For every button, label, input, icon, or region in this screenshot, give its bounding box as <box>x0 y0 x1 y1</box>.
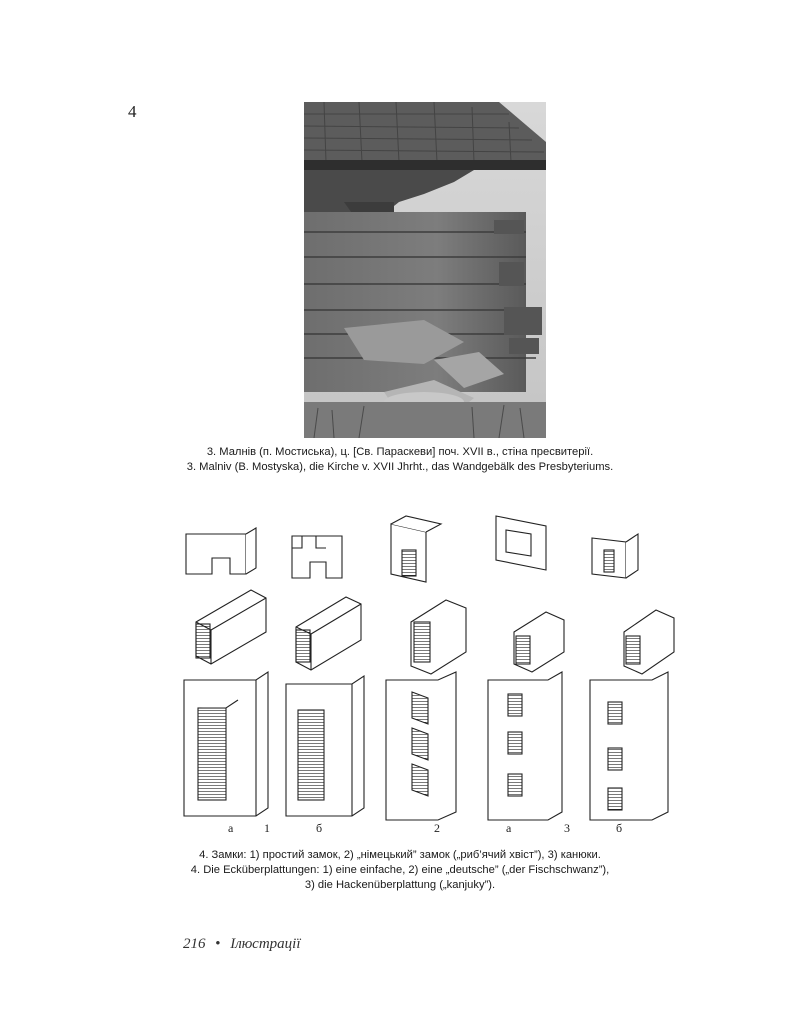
joint-label-1b: б <box>316 821 323 835</box>
joint-label-1a: а <box>228 821 234 835</box>
section-title: Ілюстрації <box>230 936 301 952</box>
joint-label-1: 1 <box>264 821 270 835</box>
caption-3-german: 3. Malniv (B. Mostyska), die Kirche v. XVII Jhrht., das Wandgebälk des Presbyteriums. <box>186 461 614 473</box>
caption-4-line-3: 3) die Hackenüberplattung („kanjuky”). <box>304 879 496 891</box>
joint-label-2: 2 <box>434 821 440 835</box>
joint-label-3b: б <box>616 821 623 835</box>
footer-separator: • <box>215 936 221 952</box>
caption-3-ukrainian: 3. Малнів (п. Мостиська), ц. [Св. Параскеви] поч. XVII в., стіна пресвитерії. <box>206 446 594 458</box>
log-corner-joints-drawing <box>176 512 686 838</box>
figure-number: 4 <box>128 102 137 121</box>
joint-label-3a: а <box>506 821 512 835</box>
joint-label-3: 3 <box>564 821 570 835</box>
joints-illustration <box>176 512 686 838</box>
photo-illustration <box>304 102 546 438</box>
caption-4-line-1: 4. Замки: 1) простий замок, 2) „німецький” замок („риб’ячий хвіст”), 3) канюки. <box>199 849 601 861</box>
drawing-caption <box>120 848 680 893</box>
church-wall-photo <box>304 102 546 438</box>
photo-caption <box>120 445 680 475</box>
page-footer <box>183 936 301 953</box>
caption-4-line-2: 4. Die Ecküberplattungen: 1) eine einfache, 2) eine „deutsche” („der Fischschwanz”), <box>190 864 610 876</box>
page-number: 216 <box>183 936 206 952</box>
